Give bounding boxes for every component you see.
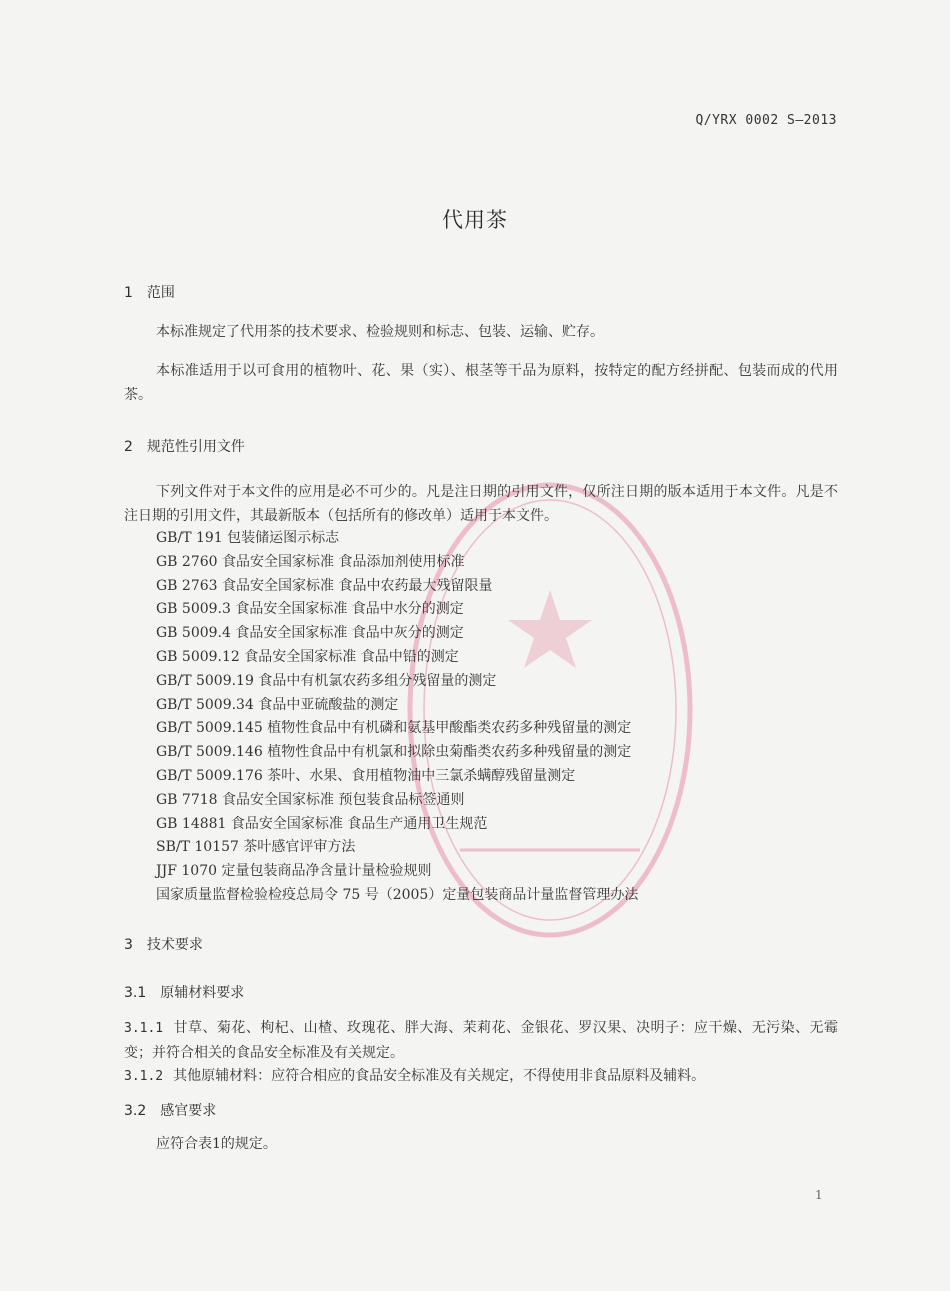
list-item: GB 7718 食品安全国家标准 预包装食品标签通则: [156, 791, 465, 808]
list-item: GB 14881 食品安全国家标准 食品生产通用卫生规范: [156, 815, 488, 832]
section-number: 1: [124, 285, 133, 301]
section-number: 2: [124, 439, 133, 455]
reference-list: [156, 527, 638, 908]
clause-number: 3.1.2: [124, 1069, 164, 1084]
list-item: GB 5009.12 食品安全国家标准 食品中铅的测定: [156, 648, 459, 665]
subsection-number: 3.2: [124, 1103, 147, 1119]
list-item: GB 2763 食品安全国家标准 食品中农药最大残留限量: [156, 577, 493, 594]
clause-text: 甘草、菊花、枸杞、山楂、玫瑰花、胖大海、茉莉花、金银花、罗汉果、决明子：应干燥、无污染、无霉变；并符合相关的食品安全标准及有关规定。: [124, 1020, 838, 1061]
page-number: 1: [815, 1188, 823, 1202]
list-item: GB/T 5009.34 食品中亚硫酸盐的测定: [156, 696, 399, 713]
list-item: JJF 1070 定量包装商品净含量计量检验规则: [156, 863, 432, 880]
list-item: GB/T 191 包装储运图示标志: [156, 530, 340, 546]
list-item: GB 5009.3 食品安全国家标准 食品中水分的测定: [156, 601, 464, 618]
clause-item: [124, 1016, 838, 1065]
list-item: GB 5009.4 食品安全国家标准 食品中灰分的测定: [156, 625, 464, 642]
subsection-title: 感官要求: [160, 1103, 217, 1119]
list-item: 国家质量监督检验检疫总局令 75 号（2005）定量包装商品计量监督管理办法: [156, 886, 639, 903]
list-item: GB/T 5009.19 食品中有机氯农药多组分残留量的测定: [156, 672, 497, 689]
section-heading-scope: [124, 282, 175, 302]
section-title: 规范性引用文件: [146, 439, 245, 455]
subsection-number: 3.1: [124, 985, 147, 1001]
subsection-heading-raw-materials: [124, 982, 244, 1002]
section-title: 技术要求: [146, 937, 203, 953]
clause-number: 3.1.1: [124, 1021, 164, 1036]
document-code: Q/YRX 0002 S—2013: [695, 113, 837, 128]
document-title: 代用茶: [442, 208, 508, 232]
list-item: GB/T 5009.176 茶叶、水果、食用植物油中三氯杀螨醇残留量测定: [156, 767, 576, 784]
paragraph: 下列文件对于本文件的应用是必不可少的。凡是注日期的引用文件，仅所注日期的版本适用于本文件。凡是不注日期的引用文件，其最新版本（包括所有的修改单）适用于本文件。: [124, 484, 838, 524]
list-item: SB/T 10157 茶叶感官评审方法: [156, 839, 356, 856]
list-item: GB 2760 食品安全国家标准 食品添加剂使用标准: [156, 553, 465, 570]
clause-text: 其他原辅材料：应符合相应的食品安全标准及有关规定，不得使用非食品原料及辅料。: [173, 1068, 706, 1084]
list-item: GB/T 5009.146 植物性食品中有机氯和拟除虫菊酯类农药多种残留量的测定: [156, 744, 632, 761]
paragraph: 应符合表1的规定。: [156, 1136, 277, 1152]
section-heading-technical-requirements: [124, 934, 203, 954]
subsection-heading-sensory: [124, 1100, 216, 1120]
paragraph: 本标准规定了代用茶的技术要求、检验规则和标志、包装、运输、贮存。: [156, 324, 604, 340]
section-heading-normative-references: [124, 436, 245, 456]
list-item: GB/T 5009.145 植物性食品中有机磷和氨基甲酸酯类农药多种残留量的测定: [156, 720, 632, 737]
section-title: 范围: [146, 285, 175, 301]
subsection-title: 原辅材料要求: [160, 985, 245, 1001]
section-number: 3: [124, 937, 133, 953]
clause-item: [124, 1064, 838, 1089]
paragraph: 本标准适用于以可食用的植物叶、花、果（实）、根茎等干品为原料，按特定的配方经拼配、包装而成的代用茶。: [124, 363, 838, 403]
